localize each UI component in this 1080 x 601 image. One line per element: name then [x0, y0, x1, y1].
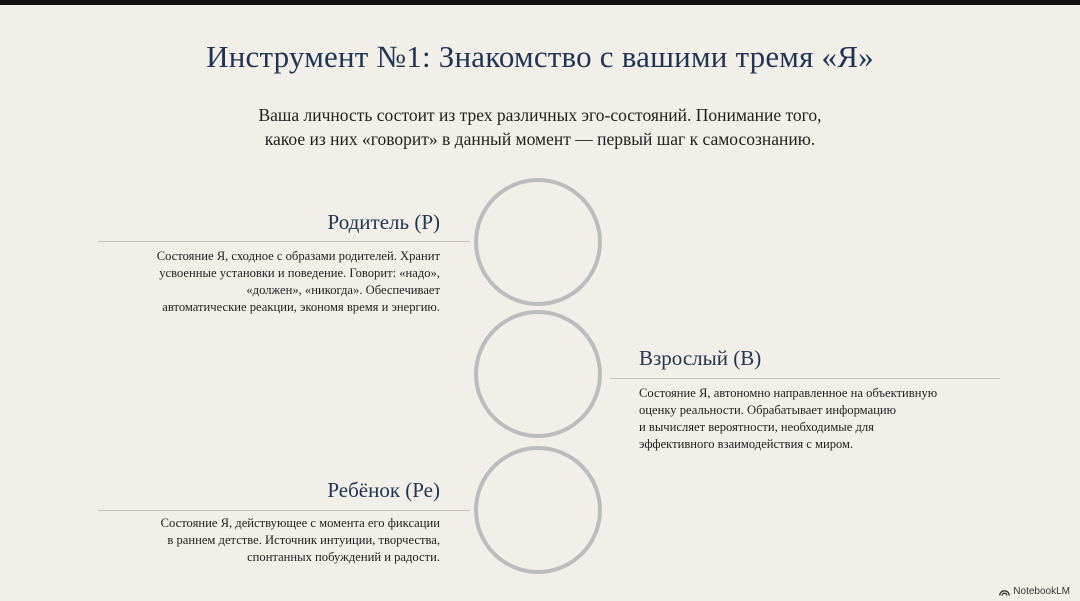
slide [0, 5, 1080, 601]
adult-heading: Взрослый (В) [639, 346, 762, 370]
slide-subtitle [140, 103, 940, 151]
parent-divider [98, 241, 470, 242]
child-ring [474, 446, 602, 574]
parent-description-line: «должен», «никогда». Обеспечивает [246, 283, 440, 297]
parent-description [157, 248, 440, 316]
adult-description [639, 385, 937, 453]
notebooklm-watermark [999, 586, 1070, 597]
adult-ring [474, 310, 602, 438]
adult-description-line: эффективного взаимодействия с миром. [639, 437, 854, 451]
adult-description-line: оценку реальности. Обрабатывает информацию [639, 403, 897, 417]
child-description [161, 515, 440, 566]
parent-description-line: автоматические реакции, экономя время и энергию. [162, 300, 440, 314]
adult-description-line: и вычисляет вероятности, необходимые для [639, 420, 874, 434]
slide-title: Инструмент №1: Знакомство с вашими тремя «Я» [206, 39, 874, 74]
child-description-line: спонтанных побуждений и радости. [247, 550, 440, 564]
notebooklm-logo-icon [999, 588, 1010, 596]
child-heading: Ребёнок (Ре) [327, 478, 440, 502]
adult-description-line: Состояние Я, автономно направленное на объективную [639, 386, 938, 400]
child-description-line: в раннем детстве. Источник интуиции, творчества, [167, 533, 440, 547]
brand-label: NotebookLM [1013, 586, 1070, 597]
subtitle-line-1: Ваша личность состоит из трех различных эго-состояний. Понимание того, [258, 105, 822, 125]
parent-description-line: усвоенные установки и поведение. Говорит: «надо», [159, 266, 440, 280]
adult-divider [610, 378, 1000, 379]
subtitle-line-2: какое из них «говорит» в данный момент — первый шаг к самосознанию. [264, 129, 816, 149]
child-divider [98, 510, 470, 511]
child-description-line: Состояние Я, действующее с момента его фиксации [160, 516, 440, 530]
parent-description-line: Состояние Я, сходное с образами родителей. Хранит [156, 249, 440, 263]
parent-heading: Родитель (Р) [327, 210, 440, 234]
parent-ring [474, 178, 602, 306]
